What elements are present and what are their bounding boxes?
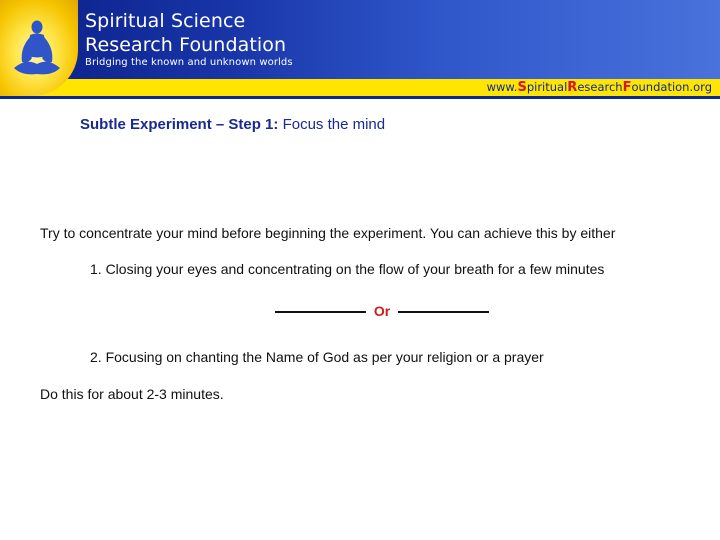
separator-label: Or xyxy=(373,303,391,319)
header-banner xyxy=(0,0,720,100)
slide-title-step: – Step 1: xyxy=(211,116,283,133)
url-prefix: www. xyxy=(486,80,518,94)
url-cap-r: R xyxy=(567,80,578,95)
url-part-esearch: esearch xyxy=(577,80,623,94)
website-url[interactable] xyxy=(487,80,712,95)
separator-line-right xyxy=(398,311,489,313)
or-separator xyxy=(275,303,489,321)
meditating-figure-icon xyxy=(8,18,64,82)
org-name-line-2: Research Foundation xyxy=(85,34,287,56)
organization-name xyxy=(85,9,286,57)
url-part-oundation: oundation.org xyxy=(631,80,712,94)
closing-instruction: Do this for about 2-3 minutes. xyxy=(40,386,224,402)
org-name-line-1: Spiritual Science xyxy=(85,10,246,32)
url-part-piritual: piritual xyxy=(526,80,568,94)
slide-title xyxy=(80,116,385,133)
intro-paragraph: Try to concentrate your mind before beginning the experiment. You can achieve this by either xyxy=(40,225,616,241)
url-cap-f: F xyxy=(622,80,632,95)
url-cap-s: S xyxy=(517,80,527,95)
organization-tagline: Bridging the known and unknown worlds xyxy=(85,57,293,68)
option-one: 1. Closing your eyes and concentrating on the flow of your breath for a few minutes xyxy=(90,261,605,277)
slide-title-main: Subtle Experiment xyxy=(80,116,212,133)
banner-divider xyxy=(0,96,720,99)
slide-title-sub: Focus the mind xyxy=(282,116,386,133)
option-two: 2. Focusing on chanting the Name of God as per your religion or a prayer xyxy=(90,349,544,365)
